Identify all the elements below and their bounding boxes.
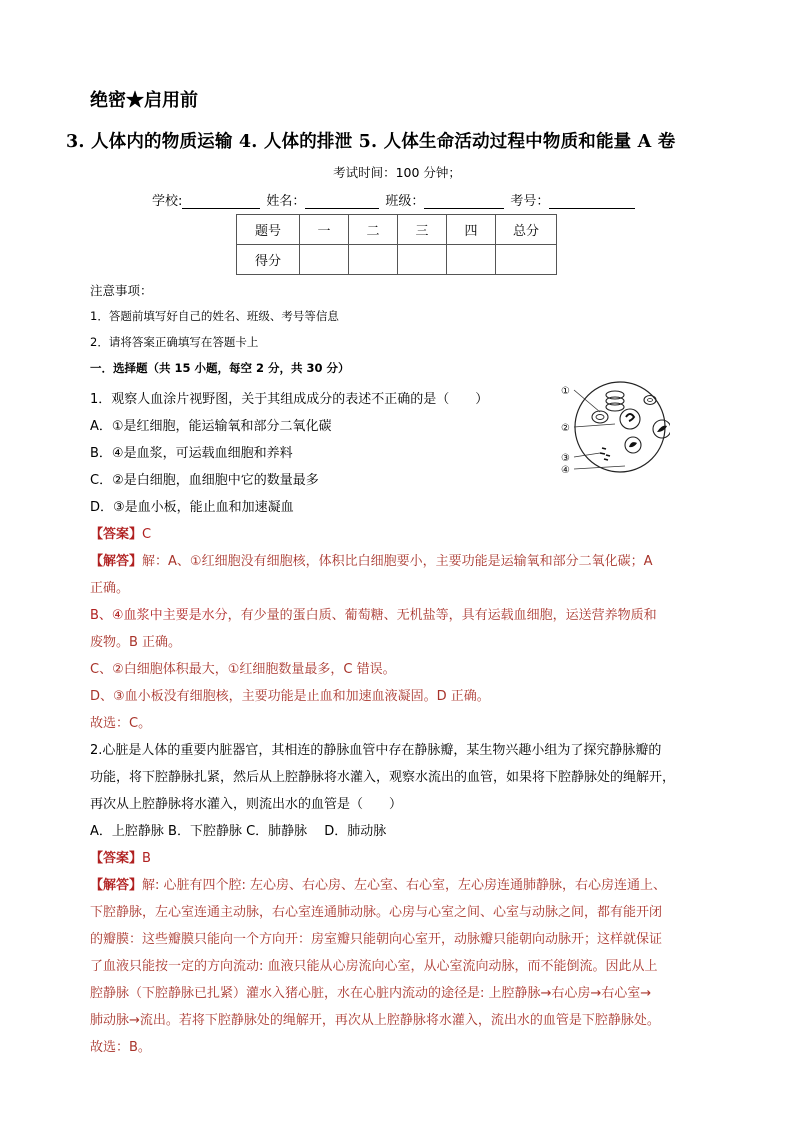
analysis-text: C、②白细胞体积最大，①红细胞数量最多，C 错误。 [90,662,396,677]
school-label: 学校: [152,194,183,209]
score-input-cell[interactable] [398,245,447,275]
analysis-text: 了血液只能按一定的方向流动: 血液只能从心房流向心室，从心室流向动脉，而不能倒流。因此从上 [90,959,658,974]
answer-line [90,523,151,542]
analysis-tag: 【解答】 [90,554,143,569]
figure-label: ③ [561,453,570,464]
figure-label: ② [561,423,570,434]
option-d: D．③是血小板，能止血和加速凝血 [90,500,294,515]
analysis-line [90,550,652,569]
analysis-text: 正确。 [90,581,130,596]
analysis-line [90,604,657,623]
notes-heading: 注意事项： [90,283,153,298]
analysis-text: 肺动脉→流出。若将下腔静脉处的绳解开，再次从上腔静脉将水灌入，流出水的血管是下腔静脉处。 [90,1013,660,1028]
score-table-score-row [237,245,557,275]
score-cell: 三 [398,215,447,245]
options-line: A．上腔静脉 B．下腔静脉 C．肺静脉 D．肺动脉 [90,824,387,839]
exam-title: 3. 人体内的物质运输 4. 人体的排泄 5. 人体生命活动过程中物质和能量 A 卷 [66,132,676,152]
school-field[interactable] [182,194,260,209]
white-cell-nucleus [626,414,634,421]
section-heading: 一．选择题（共 15 小题，每空 2 分，共 30 分） [90,361,350,375]
analysis-text: ，有少量的蛋白质、葡萄糖、无机盐等，具有运载血细胞，运送营养物质和 [227,608,657,623]
question-stem: 2.心脏是人体的重要内脏器官，其相连的静脉血管中存在静脉瓣，某生物兴趣小组为了探究静脉瓣的 [90,743,662,758]
label-leader-line [574,453,600,457]
score-cell: 得分 [237,245,300,275]
question-stem: 1．观察人血涂片视野图，关于其组成成分的表述不正确的是（ ） [90,392,489,407]
analysis-text: B、④血浆中主要是水分 [90,608,228,623]
score-input-cell[interactable] [349,245,398,275]
blood-smear-figure [560,375,670,475]
red-blood-cell-center [648,399,653,402]
analysis-text: 的瓣膜：这些瓣膜只能向一个方向开：房室瓣只能朝向心室开，动脉瓣只能朝向动脉开；这样就保证 [90,932,663,947]
option-b: B．④是血浆，可运载血细胞和养料 [90,446,293,461]
red-blood-cell [592,411,608,423]
analysis-text: D、③血小板没有细胞核，主要功能是止血和加速血液凝固。D 正确。 [90,689,490,704]
class-field[interactable] [424,194,504,209]
analysis-text: 废物。B 正确。 [90,635,182,650]
score-table-header-row [237,215,557,245]
answer-value: C [142,527,152,542]
analysis-text: 腔静脉（下腔静脉已扎紧）灌水入猪心脏，水在心脏内流动的途径是: 上腔静脉→右心房→右心室→ [90,986,652,1001]
label-leader-line [574,424,615,427]
score-cell: 二 [349,215,398,245]
score-table [236,214,557,275]
figure-label: ④ [561,465,570,475]
name-label: 姓名： [266,194,306,209]
score-input-cell[interactable] [300,245,349,275]
white-cell-nucleus [629,442,637,447]
question-stem: 再次从上腔静脉将水灌入，则流出水的血管是（ ） [90,797,403,812]
score-cell: 一 [300,215,349,245]
analysis-text: 解：A、①红细胞没有细胞核，体积比白细胞要小，主要功能是运输氧和部分二氧化碳；A [142,554,653,569]
label-leader-line [574,390,600,412]
answer-value: B [142,851,151,866]
student-info-line [152,190,641,209]
id-label: 考号： [510,194,550,209]
score-input-cell[interactable] [496,245,557,275]
answer-tag: 【答案】 [90,851,143,866]
notes-item: 1．答题前填写好自己的姓名、班级、考号等信息 [90,309,339,323]
score-cell: 题号 [237,215,300,245]
option-a: A．①是红细胞，能运输氧和部分二氧化碳 [90,419,332,434]
analysis-text: 下腔静脉，左心室连通主动脉，右心室连通肺动脉。心房与心室之间、心室与动脉之间，都有能开闭 [90,905,663,920]
secret-label: 绝密★启用前 [90,90,198,111]
name-field[interactable] [305,194,379,209]
figure-label: ① [561,386,570,397]
conclusion: 故选：C。 [90,716,152,731]
option-c: C．②是白细胞，血细胞中它的数量最多 [90,473,319,488]
id-field[interactable] [549,194,635,209]
platelets [600,448,610,460]
score-input-cell[interactable] [447,245,496,275]
answer-line [90,847,151,866]
score-cell: 四 [447,215,496,245]
red-blood-cell [606,403,624,411]
notes-item: 2．请将答案正确填写在答题卡上 [90,335,259,349]
class-label: 班级： [385,194,425,209]
answer-tag: 【答案】 [90,527,143,542]
white-blood-cell [620,409,640,429]
analysis-line [90,874,666,893]
score-cell: 总分 [496,215,557,245]
red-blood-cell [644,396,656,405]
red-blood-cell-center [596,415,604,420]
analysis-text: 解: 心脏有四个腔: 左心房、右心房、左心室、右心室，左心房连通肺静脉，右心房连通上、 [142,878,667,893]
exam-time: 考试时间：100 分钟； [333,165,461,180]
conclusion: 故选：B。 [90,1040,151,1055]
question-stem: 功能，将下腔静脉扎紧，然后从上腔静脉将水灌入，观察水流出的血管，如果将下腔静脉处的绳解开， [90,770,676,785]
analysis-tag: 【解答】 [90,878,143,893]
